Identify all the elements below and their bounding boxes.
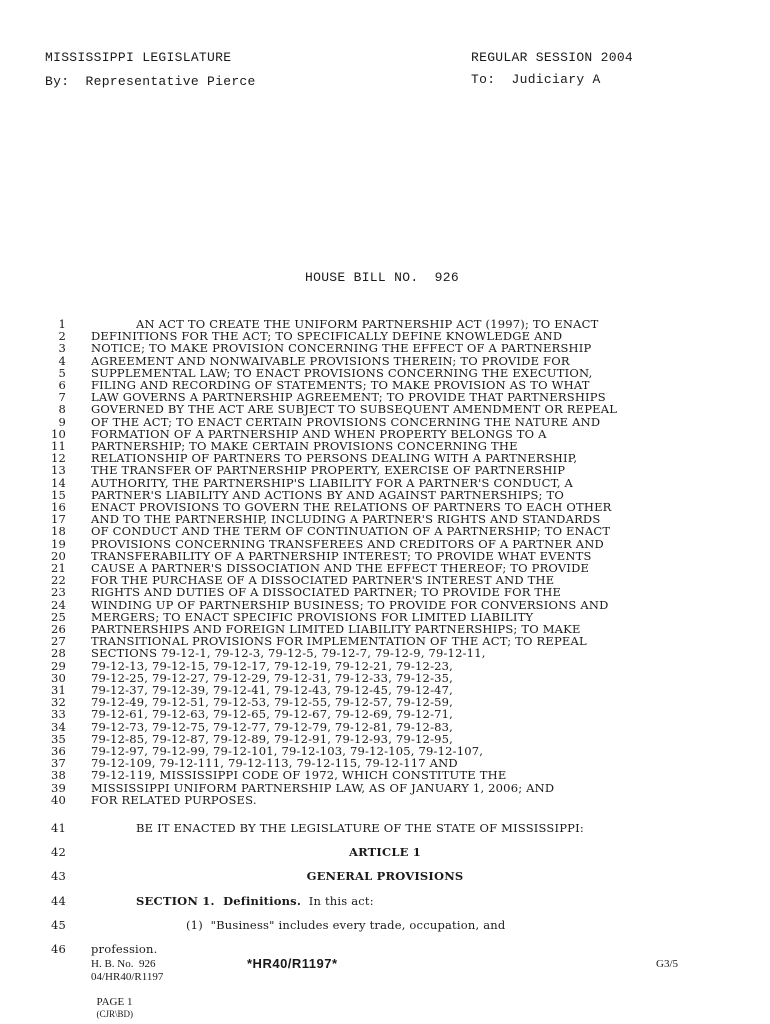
line-text: WINDING UP OF PARTNERSHIP BUSINESS; TO PROVIDE FOR CONVERSIONS AND: [91, 597, 609, 612]
session-label: REGULAR SESSION 2004: [471, 50, 634, 65]
line-text: AUTHORITY, THE PARTNERSHIP'S LIABILITY FOR A PARTNER'S CONDUCT, A: [91, 475, 574, 490]
line-number: 8: [58, 402, 66, 417]
committee-referral: To: Judiciary A: [471, 72, 601, 87]
line-number: 25: [50, 609, 66, 624]
line-text: ARTICLE 1: [348, 845, 422, 859]
bill-line: [0, 794, 770, 806]
line-text: THE TRANSFER OF PARTNERSHIP PROPERTY, EXERCISE OF PARTNERSHIP: [91, 463, 566, 478]
line-number: 2: [58, 329, 66, 344]
line-number: 13: [50, 463, 66, 478]
line-text: 79-12-85, 79-12-87, 79-12-89, 79-12-91, 79-12-93, 79-12-95,: [91, 731, 454, 746]
line-number: 36: [50, 744, 66, 758]
line-text: TRANSFERABILITY OF A PARTNERSHIP INTEREST; TO PROVIDE WHAT EVENTS: [91, 548, 592, 563]
bill-line: [0, 846, 770, 858]
line-text: GOVERNED BY THE ACT ARE SUBJECT TO SUBSEQUENT AMENDMENT OR REPEAL: [91, 402, 618, 417]
line-text: FOR THE PURCHASE OF A DISSOCIATED PARTNER'S INTEREST AND THE: [91, 573, 555, 588]
line-number: 38: [50, 768, 66, 783]
bill-line: [0, 355, 770, 367]
line-number: 44: [50, 894, 66, 908]
section-heading: SECTION 1. Definitions.: [136, 894, 302, 908]
line-number: 27: [50, 634, 66, 649]
bill-line: [0, 403, 770, 415]
line-text: 79-12-73, 79-12-75, 79-12-77, 79-12-79, 79-12-81, 79-12-83,: [91, 719, 454, 734]
line-number: 15: [50, 487, 66, 502]
line-text: PARTNER'S LIABILITY AND ACTIONS BY AND AGAINST PARTNERSHIPS; TO: [91, 487, 564, 502]
line-text: LAW GOVERNS A PARTNERSHIP AGREEMENT; TO PROVIDE THAT PARTNERSHIPS: [91, 390, 606, 405]
line-text: SUPPLEMENTAL LAW; TO ENACT PROVISIONS CONCERNING THE EXECUTION,: [91, 365, 593, 380]
line-number: 17: [50, 512, 66, 527]
line-number: 32: [50, 695, 66, 710]
line-text: 79-12-109, 79-12-111, 79-12-113, 79-12-115, 79-12-117 AND: [91, 756, 458, 771]
line-number: 7: [58, 390, 66, 405]
line-number: 5: [58, 365, 66, 380]
line-number: 22: [50, 573, 66, 588]
section-text: In this act:: [301, 894, 374, 908]
bill-line: [0, 586, 770, 598]
initials: (CJR\BD): [96, 1009, 134, 1019]
footer-bill-ref: H. B. No. 926: [91, 958, 156, 970]
line-text: AGREEMENT AND NONWAIVABLE PROVISIONS THEREIN; TO PROVIDE FOR: [91, 353, 570, 368]
line-number: 20: [50, 548, 66, 563]
line-number: 39: [50, 780, 66, 795]
bill-line: [0, 895, 770, 907]
line-number: 37: [50, 756, 66, 771]
line-number: 19: [50, 536, 66, 551]
bill-line: [0, 660, 770, 672]
line-text: 79-12-25, 79-12-27, 79-12-29, 79-12-31, 79-12-33, 79-12-35,: [91, 670, 454, 685]
bill-line: [0, 342, 770, 354]
line-number: 23: [50, 585, 66, 600]
line-text: MISSISSIPPI UNIFORM PARTNERSHIP LAW, AS OF JANUARY 1, 2006; AND: [91, 780, 555, 795]
bill-title: HOUSE BILL NO. 926: [305, 270, 459, 285]
line-number: 9: [58, 414, 66, 429]
line-number: 18: [50, 524, 66, 539]
line-number: 26: [50, 622, 66, 636]
bill-line: [0, 943, 770, 955]
bill-line: [0, 822, 770, 834]
line-text: CAUSE A PARTNER'S DISSOCIATION AND THE EFFECT THEREOF; TO PROVIDE: [91, 561, 590, 575]
line-text: profession.: [91, 942, 158, 956]
footer-code: G3/5: [656, 958, 678, 970]
footer-page: [91, 984, 133, 1020]
bill-line: [0, 525, 770, 537]
line-text: 79-12-61, 79-12-63, 79-12-65, 79-12-67, 79-12-69, 79-12-71,: [91, 707, 454, 722]
line-text: ENACT PROVISIONS TO GOVERN THE RELATIONS OF PARTNERS TO EACH OTHER: [91, 500, 612, 514]
line-text: 79-12-97, 79-12-99, 79-12-101, 79-12-103, 79-12-105, 79-12-107,: [91, 744, 484, 758]
bill-line: [0, 599, 770, 611]
line-text: SECTIONS 79-12-1, 79-12-3, 79-12-5, 79-12-7, 79-12-9, 79-12-11,: [91, 646, 486, 661]
barcode: *HR40/R1197*: [247, 956, 338, 971]
line-text: MERGERS; TO ENACT SPECIFIC PROVISIONS FOR LIMITED LIABILITY: [91, 609, 534, 624]
line-number: 34: [50, 719, 66, 734]
line-text: FILING AND RECORDING OF STATEMENTS; TO MAKE PROVISION AS TO WHAT: [91, 378, 590, 392]
line-text: OF CONDUCT AND THE TERM OF CONTINUATION OF A PARTNERSHIP; TO ENACT: [91, 524, 611, 539]
line-number: 46: [50, 942, 66, 956]
line-text: FOR RELATED PURPOSES.: [91, 792, 257, 807]
line-number: 31: [50, 683, 66, 697]
line-number: 33: [50, 707, 66, 722]
line-number: 45: [50, 918, 66, 932]
line-text: PROVISIONS CONCERNING TRANSFEREES AND CREDITORS OF A PARTNER AND: [91, 536, 604, 551]
line-number: 3: [58, 341, 66, 356]
bill-line: [0, 416, 770, 428]
line-text: PARTNERSHIP; TO MAKE CERTAIN PROVISIONS CONCERNING THE: [91, 439, 518, 453]
line-text: 79-12-119, MISSISSIPPI CODE OF 1972, WHICH CONSTITUTE THE: [91, 768, 507, 783]
line-number: 35: [50, 731, 66, 746]
line-text: TRANSITIONAL PROVISIONS FOR IMPLEMENTATION OF THE ACT; TO REPEAL: [91, 634, 587, 649]
line-number: 24: [50, 597, 66, 612]
line-text: AN ACT TO CREATE THE UNIFORM PARTNERSHIP ACT (1997); TO ENACT: [136, 317, 599, 331]
line-number: 16: [50, 500, 66, 514]
line-number: 21: [50, 561, 66, 575]
line-text: RELATIONSHIP OF PARTNERS TO PERSONS DEALING WITH A PARTNERSHIP,: [91, 451, 578, 466]
line-text: GENERAL PROVISIONS: [306, 869, 464, 883]
line-number: 42: [50, 845, 66, 859]
line-text: PARTNERSHIPS AND FOREIGN LIMITED LIABILITY PARTNERSHIPS; TO MAKE: [91, 622, 581, 636]
line-number: 30: [50, 670, 66, 685]
line-text: (1) "Business" includes every trade, occupation, and: [186, 918, 506, 932]
legislature-name: MISSISSIPPI LEGISLATURE: [45, 50, 232, 65]
line-number: 43: [50, 869, 66, 883]
line-number: 4: [58, 353, 66, 368]
page-number: PAGE 1: [96, 996, 133, 1008]
line-text: AND TO THE PARTNERSHIP, INCLUDING A PARTNER'S RIGHTS AND STANDARDS: [91, 512, 601, 527]
line-number: 41: [50, 821, 66, 835]
line-number: 28: [50, 646, 66, 661]
line-number: 40: [50, 792, 66, 807]
line-text: FORMATION OF A PARTNERSHIP AND WHEN PROPERTY BELONGS TO A: [91, 426, 547, 441]
bill-line: [0, 769, 770, 781]
line-text: [136, 895, 374, 907]
bill-line: [0, 647, 770, 659]
bill-line: [0, 477, 770, 489]
line-number: 6: [58, 378, 66, 392]
sponsor: By: Representative Pierce: [45, 74, 256, 89]
bill-line: [0, 708, 770, 720]
line-text: 79-12-37, 79-12-39, 79-12-41, 79-12-43, 79-12-45, 79-12-47,: [91, 683, 454, 697]
line-text: OF THE ACT; TO ENACT CERTAIN PROVISIONS CONCERNING THE NATURE AND: [91, 414, 601, 429]
line-text: BE IT ENACTED BY THE LEGISLATURE OF THE STATE OF MISSISSIPPI:: [136, 821, 584, 835]
line-number: 12: [50, 451, 66, 466]
line-number: 11: [50, 439, 66, 453]
bill-line: [0, 870, 770, 882]
bill-line: [0, 721, 770, 733]
line-text: RIGHTS AND DUTIES OF A DISSOCIATED PARTNER; TO PROVIDE FOR THE: [91, 585, 562, 600]
line-number: 10: [50, 426, 66, 441]
line-number: 14: [50, 475, 66, 490]
line-text: DEFINITIONS FOR THE ACT; TO SPECIFICALLY DEFINE KNOWLEDGE AND: [91, 329, 563, 344]
bill-line: [0, 538, 770, 550]
footer-doc-id: 04/HR40/R1197: [91, 971, 164, 983]
line-number: 1: [58, 317, 66, 331]
bill-line: [0, 919, 770, 931]
bill-line: [0, 464, 770, 476]
line-text: 79-12-49, 79-12-51, 79-12-53, 79-12-55, 79-12-57, 79-12-59,: [91, 695, 454, 710]
line-number: 29: [50, 658, 66, 673]
bill-line: [0, 782, 770, 794]
line-text: 79-12-13, 79-12-15, 79-12-17, 79-12-19, 79-12-21, 79-12-23,: [91, 658, 454, 673]
line-text: NOTICE; TO MAKE PROVISION CONCERNING THE EFFECT OF A PARTNERSHIP: [91, 341, 592, 356]
